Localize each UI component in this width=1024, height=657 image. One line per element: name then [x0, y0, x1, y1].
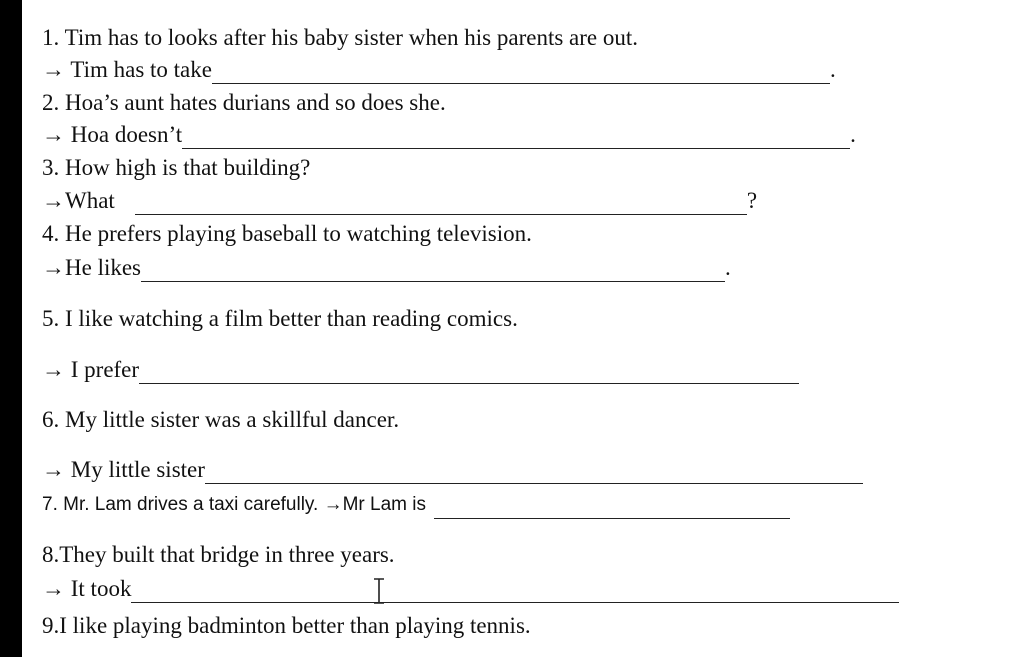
answer-2-blank[interactable]	[182, 126, 850, 149]
answer-6-prefix: → My little sister	[42, 457, 205, 482]
answer-5-blank[interactable]	[139, 361, 799, 384]
answer-3-prefix: →What	[42, 188, 115, 213]
answer-6	[42, 456, 863, 484]
answer-1-suffix: .	[829, 57, 836, 82]
answer-1	[42, 56, 836, 84]
question-5: 5. I like watching a film better than reading comics.	[42, 306, 518, 331]
answer-8-prefix: → It took	[42, 576, 132, 601]
text-cursor-icon	[372, 578, 386, 604]
answer-2	[42, 121, 856, 149]
answer-4-suffix: .	[725, 255, 731, 280]
question-9: 9.I like playing badminton better than playing tennis.	[42, 613, 531, 638]
answer-3-suffix: ?	[746, 188, 758, 213]
answer-5	[42, 356, 799, 384]
question-8: 8.They built that bridge in three years.	[42, 542, 395, 567]
answer-2-prefix: → Hoa doesn’t	[42, 122, 183, 147]
question-2: 2. Hoa’s aunt hates durians and so does she.	[42, 90, 446, 115]
answer-3	[42, 187, 757, 215]
answer-4-blank[interactable]	[141, 259, 725, 282]
question-1: 1. Tim has to looks after his baby sister when his parents are out.	[42, 25, 639, 50]
question-7	[42, 491, 790, 519]
answer-8	[42, 575, 899, 603]
answer-5-prefix: → I prefer	[42, 357, 140, 382]
question-3: 3. How high is that building?	[42, 155, 311, 180]
answer-4-prefix: →He likes	[42, 255, 142, 280]
worksheet	[22, 0, 1024, 657]
answer-4	[42, 254, 731, 282]
question-6: 6. My little sister was a skillful dancer.	[42, 407, 400, 432]
answer-7-blank[interactable]	[434, 500, 790, 519]
answer-1-blank[interactable]	[212, 61, 830, 84]
answer-2-suffix: .	[850, 122, 856, 147]
answer-6-blank[interactable]	[205, 461, 863, 484]
answer-3-blank[interactable]	[135, 192, 747, 215]
answer-8-blank[interactable]	[131, 580, 899, 603]
question-7-text: 7. Mr. Lam drives a taxi carefully. →Mr Lam is	[42, 494, 426, 515]
question-4: 4. He prefers playing baseball to watching television.	[42, 221, 532, 246]
answer-1-prefix: → Tim has to take	[42, 57, 212, 82]
